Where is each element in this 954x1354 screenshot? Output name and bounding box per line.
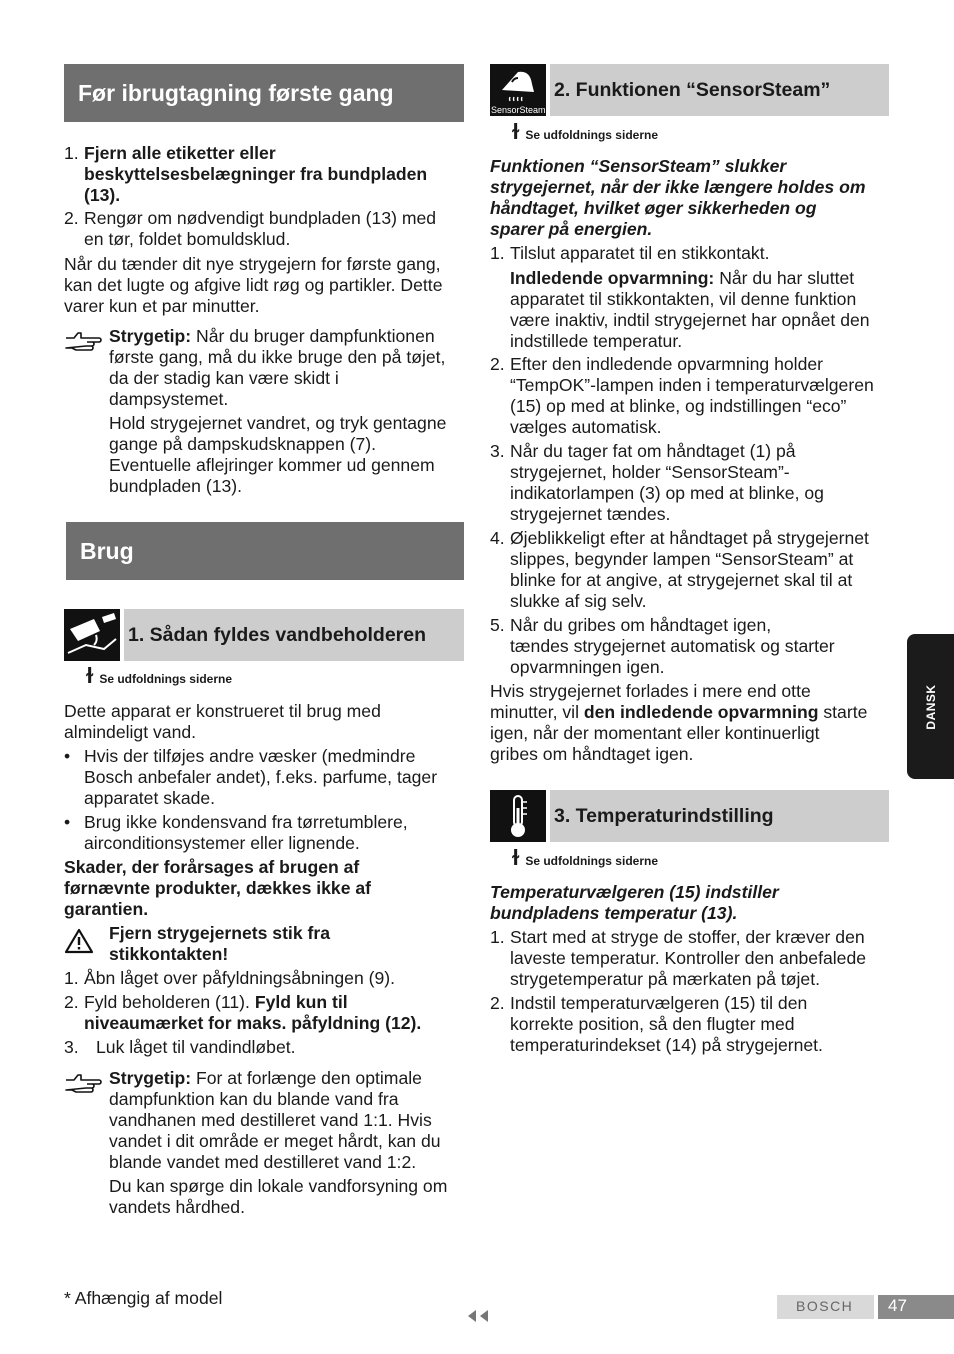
list-text: airconditionsystemer eller lignende.	[84, 833, 360, 853]
list-text: Start med at stryge de stoffer, der kræver den	[510, 927, 865, 947]
list-item	[490, 615, 890, 678]
list-text: Fjern alle etiketter eller beskyttelsesbelægninger fra bundpladen (13).	[84, 143, 428, 205]
caution-line: stikkontakten!	[109, 944, 229, 964]
list-text: strygejernet tændes.	[510, 504, 671, 524]
warning-line: garantien.	[64, 899, 149, 919]
tip-text: gange på dampskudsknappen (7).	[109, 434, 377, 454]
bullet-item	[64, 812, 464, 854]
list-text: Efter den indledende opvarmning holder	[510, 354, 823, 374]
tip-text: vandhanen med destilleret vand 1:1. Hvis	[109, 1110, 432, 1130]
section-banner-first-use	[64, 64, 464, 122]
language-tab-label: DANSK	[923, 683, 938, 730]
list-number: 2.	[490, 354, 505, 374]
list-item	[64, 143, 464, 206]
list-text: Bosch anbefaler andet), f.eks. parfume, tager	[84, 767, 438, 787]
paragraph-line: håndtaget, hvilket øger sikkerheden og	[490, 198, 817, 218]
paragraph-line: Funktionen “SensorSteam” slukker	[490, 156, 787, 176]
section-title: 2. Funktionen “SensorSteam”	[550, 64, 889, 116]
paragraph-line: igen, når der momentant eller kontinuerligt	[490, 723, 820, 743]
tip-text: Du kan spørge din lokale vandforsyning om	[109, 1176, 448, 1196]
tip-text: første gang, må du ikke bruge den på tøjet,	[109, 347, 446, 367]
foldout-reference	[512, 119, 658, 144]
list-text: tændes strygejernet automatisk og starter	[510, 636, 835, 656]
sensorsteam-icon	[490, 64, 546, 116]
fold-arrow-icon: ɫ	[512, 845, 520, 870]
list-text: Åbn låget over påfyldningsåbningen (9).	[84, 968, 396, 988]
paragraph-line: kan det lugte og afgive lidt røg og partikler. Dette	[64, 275, 443, 295]
tip-block	[109, 1068, 469, 1218]
list-text: vælges automatisk.	[510, 417, 662, 437]
list-text: korrekte position, så den flugter med	[510, 1014, 795, 1034]
tip-text: dampfunktion kan du blande vand fra	[109, 1089, 399, 1109]
banner-title: Brug	[80, 537, 134, 564]
tip-text: bundpladen (13).	[109, 476, 243, 496]
language-tab	[907, 634, 954, 779]
list-number: 5.	[490, 615, 505, 635]
footnote: * Afhængig af model	[64, 1288, 223, 1308]
fold-arrow-icon: ɫ	[86, 663, 94, 688]
list-number: 1.	[64, 143, 79, 163]
list-text: opvarmningen igen.	[510, 657, 665, 677]
foldout-reference	[512, 845, 658, 870]
list-text: laveste temperatur. Kontroller den anbefalede	[510, 948, 867, 968]
intro-paragraph	[490, 882, 890, 924]
list-number: 3.	[64, 1037, 79, 1057]
paragraph-line: almindeligt vand.	[64, 722, 197, 742]
list-number: 2.	[64, 992, 79, 1012]
tip-label: Strygetip:	[109, 1068, 192, 1088]
paragraph-line: bundpladens temperatur (13).	[490, 903, 738, 923]
list-item	[490, 354, 890, 438]
list-text: Når du tager fat om håndtaget (1) på	[510, 441, 796, 461]
list-item	[64, 208, 464, 250]
tip-text: dampsystemet.	[109, 389, 229, 409]
tip-text: For at forlænge den optimale	[196, 1068, 422, 1088]
tip-text: vandet i dit område er meget hårdt, kan du	[109, 1131, 441, 1151]
list-text: temperaturindekset (14) på strygejernet.	[510, 1035, 823, 1055]
water-fill-icon	[64, 609, 120, 661]
list-text: Tilslut apparatet til en stikkontakt.	[510, 243, 770, 263]
section-title: 1. Sådan fyldes vandbeholderen	[124, 609, 464, 661]
list-item	[64, 968, 464, 989]
section-header-temperature	[490, 790, 889, 842]
banner-title: Før ibrugtagning første gang	[78, 79, 394, 106]
list-item	[64, 992, 464, 1034]
list-text: Øjeblikkeligt efter at håndtaget på strygejernet	[510, 528, 869, 548]
tip-text: Eventuelle aflejringer kommer ud gennem	[109, 455, 435, 475]
foldout-text: Se udfoldnings siderne	[525, 128, 658, 142]
thermometer-icon	[490, 790, 546, 842]
section-header-fill-water	[64, 609, 464, 661]
list-text: være inaktiv, indtil strygejernet har opnået den	[510, 310, 870, 330]
list-text: Hvis der tilføjes andre væsker (medmindre	[84, 746, 416, 766]
tip-label: Strygetip:	[109, 326, 192, 346]
list-text: Brug ikke kondensvand fra tørretumblere,	[84, 812, 408, 832]
caution-text	[109, 923, 449, 965]
list-number: 3.	[490, 441, 505, 461]
warning-line: Skader, der forårsages af brugen af	[64, 857, 360, 877]
list-text: strygetemperatur på mærkaten på tøjet.	[510, 969, 820, 989]
foldout-text: Se udfoldnings siderne	[99, 672, 232, 686]
tip-text: Hold strygejernet vandret, og tryk gentagne	[109, 413, 447, 433]
list-item	[490, 243, 890, 353]
warning-line: førnævnte produkter, dækkes ikke af	[64, 878, 372, 898]
paragraph-line: varer kun et par minutter.	[64, 296, 260, 316]
paragraph-line: strygejernet, når der ikke længere holdes om	[490, 177, 866, 197]
warning-text	[64, 857, 464, 920]
tip-text: blande vandet med destilleret vand 1:2.	[109, 1152, 417, 1172]
paragraph-line: gribes om håndtaget igen.	[490, 744, 694, 764]
fold-arrow-icon: ɫ	[512, 119, 520, 144]
tip-text: da der stadig kan være skidt i	[109, 368, 339, 388]
bullet-icon: •	[64, 746, 71, 766]
list-number: 2.	[64, 208, 79, 228]
list-item	[64, 1037, 464, 1058]
list-item	[490, 993, 890, 1056]
tip-text: vandets hårdhed.	[109, 1197, 245, 1217]
paragraph	[64, 254, 464, 317]
paragraph-line: Dette apparat er konstrueret til brug med	[64, 701, 381, 721]
list-text: apparatet til stikkontakten, vil denne funktion	[510, 289, 857, 309]
list-number: 4.	[490, 528, 505, 548]
list-text: (15) op med at blinke, og indstillingen “eco”	[510, 396, 847, 416]
tip-block	[109, 326, 469, 497]
paragraph-line: minutter, vil den indledende opvarmning starte	[490, 702, 868, 722]
footer-brand: BOSCH	[796, 1298, 854, 1314]
page-number: 47	[888, 1296, 907, 1315]
paragraph-line: Hvis strygejernet forlades i mere end otte	[490, 681, 811, 701]
warning-triangle-icon	[64, 928, 94, 954]
section-banner-use	[66, 522, 464, 580]
list-item	[490, 528, 890, 612]
list-text: Luk låget til vandindløbet.	[96, 1037, 296, 1057]
section-title: 3. Temperaturindstilling	[550, 790, 889, 842]
paragraph-line: Når du tænder dit nye strygejern for første gang,	[64, 254, 441, 274]
list-number: 2.	[490, 993, 505, 1013]
bullet-icon: •	[64, 812, 71, 832]
list-text: apparatet skade.	[84, 788, 216, 808]
list-text: slukke af sig selv.	[510, 591, 647, 611]
paragraph-line: sparer på energien.	[490, 219, 653, 239]
paragraph-line: Temperaturvælgeren (15) indstiller	[490, 882, 779, 902]
list-text: en tør, foldet bomuldsklud.	[84, 229, 291, 249]
intro-paragraph	[490, 156, 890, 240]
list-text: Rengør om nødvendigt bundpladen (13) med	[84, 208, 437, 228]
list-text: slippes, begynder lampen “SensorSteam” at	[510, 549, 854, 569]
list-text: blinke for at angive, at strygejernet skal til at	[510, 570, 853, 590]
paragraph	[490, 681, 890, 765]
list-text: Fyld beholderen (11). Fyld kun til	[84, 992, 348, 1012]
list-text: Indstil temperaturvælgeren (15) til den	[510, 993, 808, 1013]
list-number: 1.	[64, 968, 79, 988]
list-text: niveaumærket for maks. påfyldning (12).	[84, 1013, 422, 1033]
caution-line: Fjern strygejernets stik fra	[109, 923, 330, 943]
list-number: 1.	[490, 927, 505, 947]
paragraph	[64, 701, 464, 743]
list-text: indikatorlampen (3) op med at blinke, og	[510, 483, 824, 503]
list-text: “TempOK”-lampen inden i temperaturvælgeren	[510, 375, 874, 395]
list-text: Indledende opvarmning: Når du har sluttet	[510, 268, 855, 288]
list-text: Når du gribes om håndtaget igen,	[510, 615, 772, 635]
foldout-reference	[86, 663, 232, 688]
foldout-text: Se udfoldnings siderne	[525, 854, 658, 868]
list-text: strygejernet, holder “SensorSteam”-	[510, 462, 790, 482]
section-header-sensorsteam	[490, 64, 889, 116]
list-item	[490, 927, 890, 990]
list-text: indstillede temperatur.	[510, 331, 683, 351]
tip-text: Når du bruger dampfunktionen	[196, 326, 435, 346]
navigation-arrows-icon	[464, 1308, 492, 1324]
icon-caption: SensorSteam	[491, 105, 546, 115]
bullet-item	[64, 746, 464, 809]
list-number: 1.	[490, 243, 505, 263]
pointing-hand-icon	[64, 330, 104, 352]
pointing-hand-icon	[64, 1072, 104, 1094]
list-item	[490, 441, 890, 525]
